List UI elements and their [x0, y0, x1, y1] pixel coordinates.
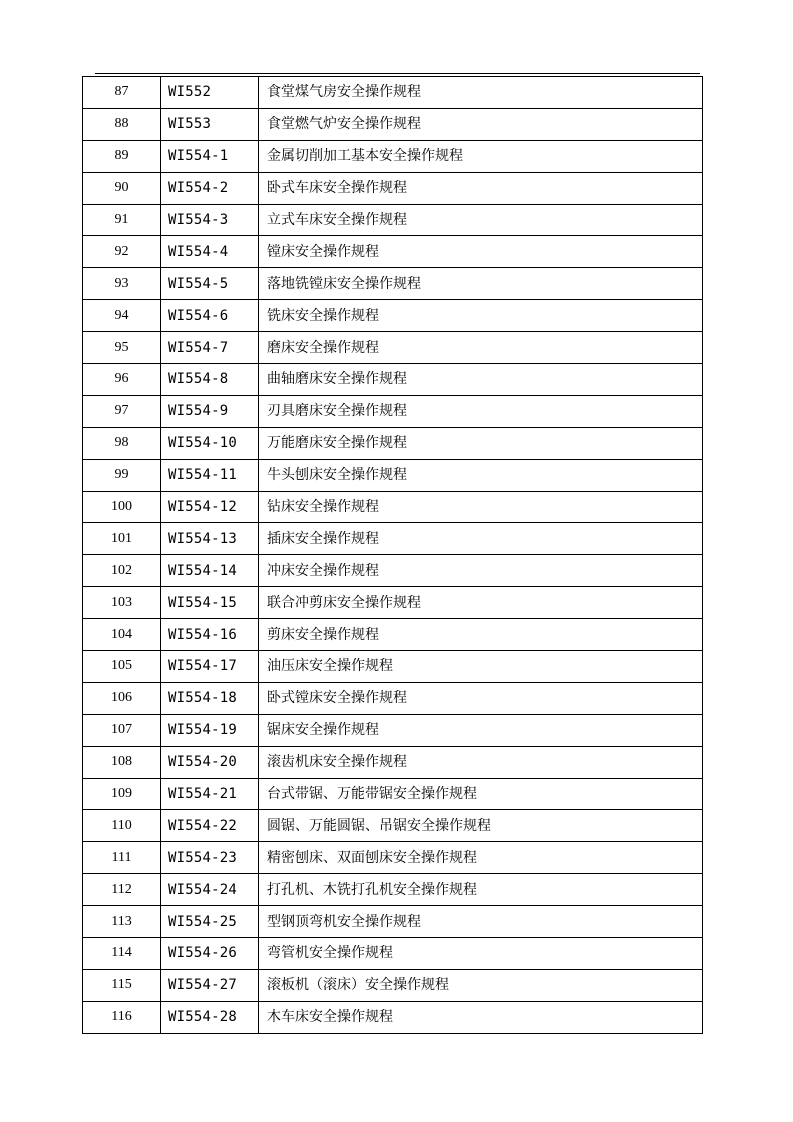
procedure-title: 打孔机、木铣打孔机安全操作规程 [259, 874, 703, 906]
procedure-title: 木车床安全操作规程 [259, 1001, 703, 1033]
document-code: WI554-1 [161, 140, 259, 172]
table-row [83, 619, 703, 651]
procedure-title: 立式车床安全操作规程 [259, 204, 703, 236]
row-number: 113 [83, 906, 161, 938]
document-code: WI554-16 [161, 619, 259, 651]
table-row [83, 874, 703, 906]
procedure-title: 牛头刨床安全操作规程 [259, 459, 703, 491]
procedure-title: 钻床安全操作规程 [259, 491, 703, 523]
procedure-table-body [83, 77, 703, 1034]
row-number: 89 [83, 140, 161, 172]
procedure-title: 刃具磨床安全操作规程 [259, 395, 703, 427]
table-row [83, 587, 703, 619]
procedure-title: 卧式镗床安全操作规程 [259, 682, 703, 714]
row-number: 88 [83, 108, 161, 140]
document-code: WI554-25 [161, 906, 259, 938]
row-number: 97 [83, 395, 161, 427]
table-row [83, 523, 703, 555]
procedure-title: 弯管机安全操作规程 [259, 938, 703, 970]
table-row [83, 555, 703, 587]
procedure-table [82, 76, 703, 1034]
table-row [83, 969, 703, 1001]
table-row [83, 682, 703, 714]
document-code: WI554-4 [161, 236, 259, 268]
document-code: WI554-12 [161, 491, 259, 523]
table-row [83, 268, 703, 300]
row-number: 94 [83, 300, 161, 332]
document-code: WI554-10 [161, 427, 259, 459]
table-row [83, 491, 703, 523]
row-number: 102 [83, 555, 161, 587]
table-row [83, 1001, 703, 1033]
row-number: 110 [83, 810, 161, 842]
document-code: WI554-8 [161, 364, 259, 396]
row-number: 112 [83, 874, 161, 906]
row-number: 87 [83, 77, 161, 109]
document-code: WI554-19 [161, 714, 259, 746]
document-code: WI554-9 [161, 395, 259, 427]
table-row [83, 651, 703, 683]
document-code: WI554-18 [161, 682, 259, 714]
procedure-title: 落地铣镗床安全操作规程 [259, 268, 703, 300]
procedure-title: 金属切削加工基本安全操作规程 [259, 140, 703, 172]
row-number: 91 [83, 204, 161, 236]
table-row [83, 172, 703, 204]
procedure-title: 圆锯、万能圆锯、吊锯安全操作规程 [259, 810, 703, 842]
table-row [83, 332, 703, 364]
document-code: WI554-20 [161, 746, 259, 778]
row-number: 92 [83, 236, 161, 268]
document-code: WI554-24 [161, 874, 259, 906]
row-number: 115 [83, 969, 161, 1001]
row-number: 90 [83, 172, 161, 204]
procedure-title: 铣床安全操作规程 [259, 300, 703, 332]
document-code: WI554-7 [161, 332, 259, 364]
table-row [83, 427, 703, 459]
table-row [83, 77, 703, 109]
procedure-title: 食堂燃气炉安全操作规程 [259, 108, 703, 140]
document-code: WI554-15 [161, 587, 259, 619]
document-code: WI554-28 [161, 1001, 259, 1033]
row-number: 109 [83, 778, 161, 810]
row-number: 100 [83, 491, 161, 523]
row-number: 108 [83, 746, 161, 778]
procedure-title: 万能磨床安全操作规程 [259, 427, 703, 459]
document-code: WI554-2 [161, 172, 259, 204]
document-code: WI552 [161, 77, 259, 109]
procedure-title: 联合冲剪床安全操作规程 [259, 587, 703, 619]
procedure-title: 镗床安全操作规程 [259, 236, 703, 268]
row-number: 106 [83, 682, 161, 714]
document-code: WI554-14 [161, 555, 259, 587]
procedure-title: 食堂煤气房安全操作规程 [259, 77, 703, 109]
procedure-title: 台式带锯、万能带锯安全操作规程 [259, 778, 703, 810]
row-number: 116 [83, 1001, 161, 1033]
procedure-title: 油压床安全操作规程 [259, 651, 703, 683]
row-number: 96 [83, 364, 161, 396]
row-number: 103 [83, 587, 161, 619]
header-rule [95, 73, 700, 74]
document-code: WI554-6 [161, 300, 259, 332]
row-number: 98 [83, 427, 161, 459]
table-row [83, 204, 703, 236]
document-code: WI554-22 [161, 810, 259, 842]
procedure-title: 锯床安全操作规程 [259, 714, 703, 746]
table-row [83, 108, 703, 140]
document-code: WI554-17 [161, 651, 259, 683]
table-row [83, 300, 703, 332]
document-code: WI554-3 [161, 204, 259, 236]
table-row [83, 778, 703, 810]
row-number: 107 [83, 714, 161, 746]
table-row [83, 140, 703, 172]
procedure-title: 滚板机（滚床）安全操作规程 [259, 969, 703, 1001]
row-number: 111 [83, 842, 161, 874]
procedure-title: 插床安全操作规程 [259, 523, 703, 555]
table-row [83, 395, 703, 427]
row-number: 105 [83, 651, 161, 683]
table-row [83, 459, 703, 491]
document-code: WI554-11 [161, 459, 259, 491]
procedure-title: 冲床安全操作规程 [259, 555, 703, 587]
table-row [83, 938, 703, 970]
document-code: WI554-13 [161, 523, 259, 555]
row-number: 95 [83, 332, 161, 364]
row-number: 99 [83, 459, 161, 491]
table-row [83, 746, 703, 778]
document-code: WI553 [161, 108, 259, 140]
document-code: WI554-23 [161, 842, 259, 874]
procedure-title: 精密刨床、双面刨床安全操作规程 [259, 842, 703, 874]
procedure-title: 滚齿机床安全操作规程 [259, 746, 703, 778]
table-row [83, 714, 703, 746]
procedure-title: 型钢顶弯机安全操作规程 [259, 906, 703, 938]
document-code: WI554-26 [161, 938, 259, 970]
document-code: WI554-5 [161, 268, 259, 300]
table-row [83, 364, 703, 396]
procedure-title: 卧式车床安全操作规程 [259, 172, 703, 204]
table-row [83, 906, 703, 938]
document-code: WI554-27 [161, 969, 259, 1001]
row-number: 101 [83, 523, 161, 555]
table-row [83, 842, 703, 874]
row-number: 104 [83, 619, 161, 651]
document-code: WI554-21 [161, 778, 259, 810]
row-number: 93 [83, 268, 161, 300]
procedure-title: 剪床安全操作规程 [259, 619, 703, 651]
row-number: 114 [83, 938, 161, 970]
table-row [83, 236, 703, 268]
procedure-title: 曲轴磨床安全操作规程 [259, 364, 703, 396]
table-row [83, 810, 703, 842]
procedure-title: 磨床安全操作规程 [259, 332, 703, 364]
